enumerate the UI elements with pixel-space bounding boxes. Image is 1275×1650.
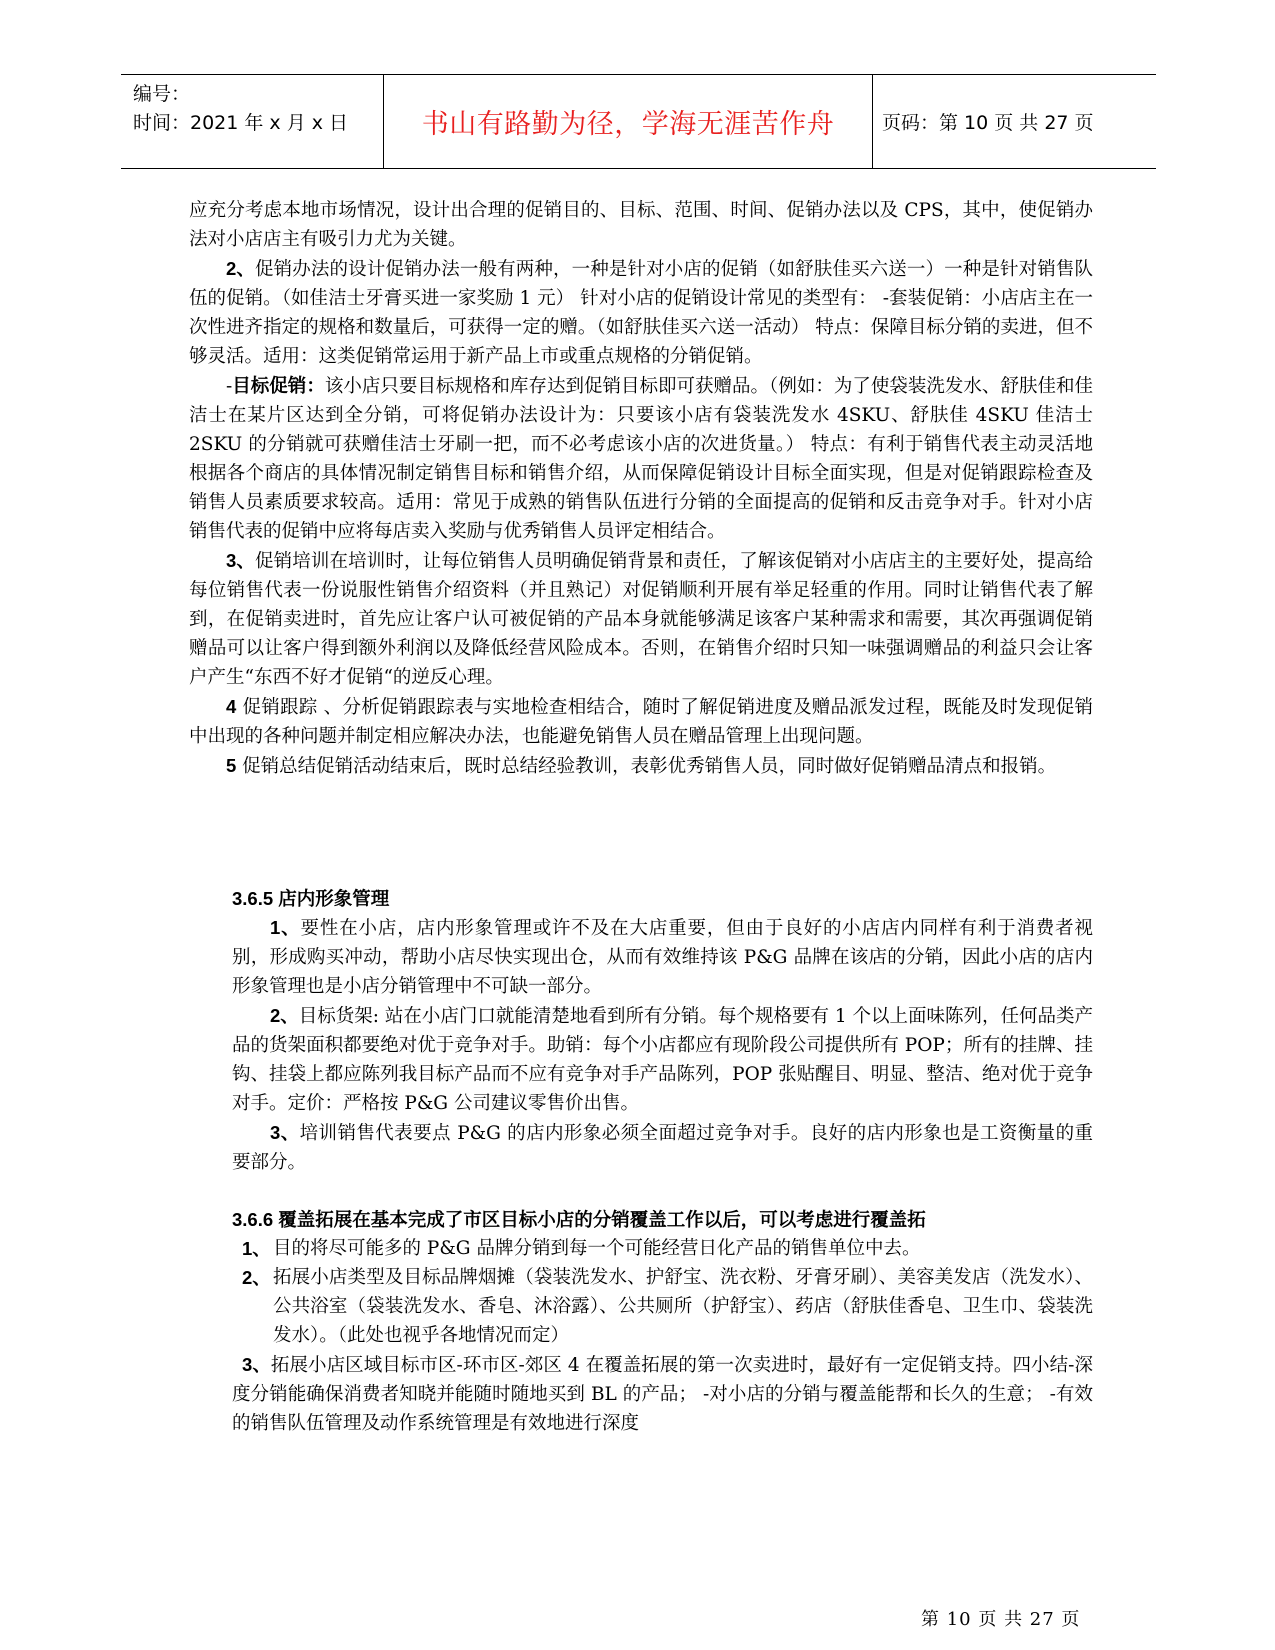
paragraph-text: 促销跟踪 、分析促销跟踪表与实地检查相结合，随时了解促销进度及赠品派发过程，既能及时发现促销中出现的各种问题并制定相应解决办法，也能避免销售人员在赠品管理上出现问题。 bbox=[189, 697, 1093, 747]
list-item-text: 拓展小店类型及目标品牌烟摊（袋装洗发水、护舒宝、洗衣粉、牙膏牙刷）、美容美发店（洗发水）、公共浴室（袋装洗发水、香皂、沐浴露）、公共厕所（护舒宝）、药店（舒肤佳香皂、卫生巾、袋装洗发水）。（此处也视乎各地情况而定） bbox=[273, 1267, 1093, 1346]
paragraph-lead-number: 4 bbox=[226, 696, 237, 717]
header-page-cell bbox=[872, 75, 1156, 168]
paragraph-text: 目标货架: 站在小店门口就能清楚地看到所有分销。每个规格要有 1 个以上面味陈列，任何品类产品的货架面积都要绝对优于竞争对手。助销：每个小店都应有现阶段公司提供所有 POP；所有的挂牌、挂钩、挂袋上都应陈列我目标产品而不应有竞争对手产品陈列，POP 张贴醒目、明显、整洁、绝对优于竞争对手。定价：严格按 P&G 公司建议零售价出售。 bbox=[232, 1006, 1093, 1114]
list-item bbox=[232, 1263, 1093, 1350]
list-item-number: 2、 bbox=[242, 1267, 271, 1288]
paragraph-lead-number: 3、 bbox=[242, 1354, 271, 1375]
list-item-text: 目的将尽可能多的 P&G 品牌分销到每一个可能经营日化产品的销售单位中去。 bbox=[273, 1238, 921, 1259]
header-left-cell bbox=[121, 75, 383, 168]
paragraph-promo-design bbox=[189, 254, 1093, 371]
paragraph-text: 该小店只要目标规格和库存达到促销目标即可获赠品。（例如：为了使袋装洗发水、舒肤佳和佳洁士在某片区达到全分销，可将促销办法设计为：只要该小店有袋装洗发水 4SKU、舒肤佳 4SKU 佳洁士 2SKU 的分销就可获赠佳洁士牙刷一把，而不必考虑该小店的次进货量。） 特点：有利于销售代表主动灵活地根据各个商店的具体情况制定销售目标和销售介绍，从而保障促销设计目标全面实现，但是对促销跟踪检查及销售人员素质要求较高。适用：常见于成熟的销售队伍进行分销的全面提高的促销和反击竞争对手。针对小店销售代表的促销中应将每店卖入奖励与优秀销售人员评定相结合。 bbox=[189, 376, 1093, 542]
paragraph-promo-training bbox=[189, 546, 1093, 692]
section-heading: 3.6.6 覆盖拓展在基本完成了市区目标小店的分销覆盖工作以后，可以考虑进行覆盖拓 bbox=[232, 1209, 926, 1230]
header-page-number: 页码：第 10 页 共 27 页 bbox=[882, 112, 1094, 134]
body-intro bbox=[189, 196, 1093, 781]
paragraph-lead-number: 2、 bbox=[226, 258, 256, 279]
section-heading: 3.6.5 店内形象管理 bbox=[232, 888, 390, 909]
document-time-label: 时间：2021 年 x 月 x 日 bbox=[133, 112, 349, 134]
list-item-number: 1、 bbox=[242, 1238, 271, 1259]
paragraph-training-points bbox=[232, 1118, 1093, 1177]
section-3-6-6 bbox=[232, 1205, 1093, 1438]
paragraph-text: 培训销售代表要点 P&G 的店内形象必须全面超过竞争对手。良好的店内形象也是工资衡量的重要部分。 bbox=[232, 1123, 1093, 1173]
paragraph-store-image bbox=[232, 913, 1093, 1001]
paragraph-promo-summary bbox=[189, 751, 1093, 781]
paragraph-lead-number: 3、 bbox=[226, 550, 256, 571]
paragraph-target-shelf bbox=[232, 1001, 1093, 1118]
paragraph-text: 促销培训在培训时，让每位销售人员明确促销背景和责任，了解该促销对小店店主的主要好处，提高给每位销售代表一份说服性销售介绍资料（并且熟记）对促销顺利开展有举足轻重的作用。同时让销售代表了解到，在促销卖进时，首先应让客户认可被促销的产品本身就能够满足该客户某种需求和需要，其次再强调促销赠品可以让客户得到额外利润以及降低经营风险成本。否则，在销售介绍时只知一味强调赠品的利益只会让客户产生“东西不好才促销“的逆反心理。 bbox=[189, 551, 1093, 688]
paragraph-text: 拓展小店区域目标市区-环市区-郊区 4 在覆盖拓展的第一次卖进时，最好有一定促销支持。四小结-深度分销能确保消费者知晓并能随时随地买到 BL 的产品； -对小店的分销与覆盖能帮和长久的生意； -有效的销售队伍管理及动作系统管理是有效地进行深度 bbox=[232, 1355, 1093, 1434]
paragraph-target-promo bbox=[189, 371, 1093, 546]
paragraph-promo-tracking bbox=[189, 692, 1093, 751]
paragraph-lead-number: 5 bbox=[226, 755, 237, 776]
page-header bbox=[121, 74, 1156, 169]
paragraph-intro: 应充分考虑本地市场情况，设计出合理的促销目的、目标、范围、时间、促销办法以及 CPS，其中，使促销办法对小店店主有吸引力尤为关键。 bbox=[189, 200, 1093, 250]
paragraph-lead-number: 1、 bbox=[270, 917, 301, 938]
section-3-6-5 bbox=[232, 884, 1093, 1177]
paragraph-text: 要性在小店，店内形象管理或许不及在大店重要，但由于良好的小店店内同样有利于消费者视别，形成购买冲动，帮助小店尽快实现出仓，从而有效维持该 P&G 品牌在该店的分销，因此小店的店内形象管理也是小店分销管理中不可缺一部分。 bbox=[232, 918, 1093, 997]
document-number-label: 编号： bbox=[133, 83, 191, 105]
header-motto: 书山有路勤为径，学海无涯苦作舟 bbox=[421, 109, 835, 140]
paragraph-lead-number: 3、 bbox=[270, 1122, 300, 1143]
paragraph-text: 促销办法的设计促销办法一般有两种，一种是针对小店的促销（如舒肤佳买六送一）一种是针对销售队伍的促销。（如佳洁士牙膏买进一家奖励 1 元） 针对小店的促销设计常见的类型有： -套装促销：小店店主在一次性进齐指定的规格和数量后，可获得一定的赠。（如舒肤佳买六送一活动） 特点：保障目标分销的卖进，但不够灵活。适用：这类促销常运用于新产品上市或重点规格的分销促销。 bbox=[189, 259, 1093, 367]
paragraph-lead-number: 2、 bbox=[270, 1005, 299, 1026]
footer-page-number: 第 10 页 共 27 页 bbox=[921, 1609, 1081, 1630]
header-motto-cell bbox=[383, 75, 873, 168]
paragraph-text: 促销总结促销活动结束后，既时总结经验教训，表彰优秀销售人员，同时做好促销赠品清点和报销。 bbox=[236, 756, 1057, 777]
paragraph-dash: - bbox=[226, 376, 233, 397]
list-item bbox=[232, 1234, 1093, 1263]
paragraph-coverage-area bbox=[232, 1350, 1093, 1438]
paragraph-lead-title: 目标促销： bbox=[232, 375, 325, 396]
